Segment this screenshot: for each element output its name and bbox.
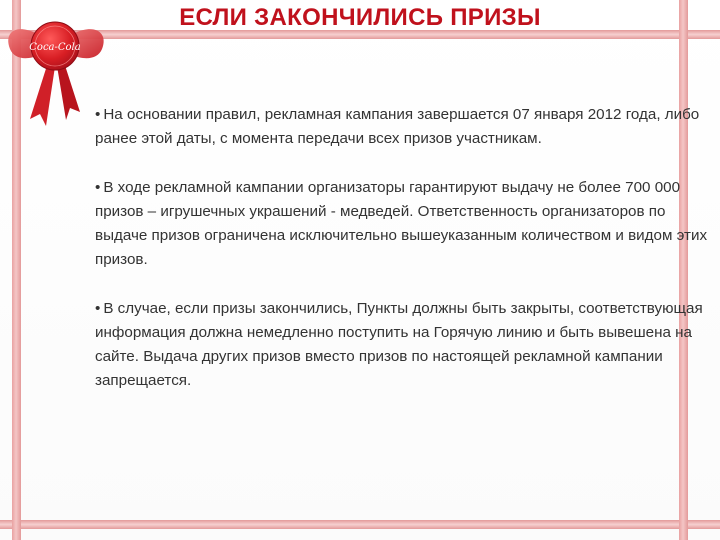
bullet-marker: • [95,179,101,196]
paragraph-3 [95,297,710,393]
slide-title: ЕСЛИ ЗАКОНЧИЛИСЬ ПРИЗЫ [179,4,541,31]
bullet-marker: • [95,106,101,123]
paragraph-text: В ходе рекламной кампании организаторы гарантируют выдачу не более 700 000 призов – игрушечных украшений - медведей. Ответственность организаторов по выдаче призов ограничена исключительно вышеуказанным количеством и видом этих призов. [95,179,708,268]
slide-body [95,103,710,418]
paragraph-2 [95,176,710,272]
bullet-marker: • [95,300,101,317]
ribbon-bottom [0,520,720,529]
paragraph-text: В случае, если призы закончились, Пункты должны быть закрыты, соответствующая информация должна немедленно поступить на Горячую линию и быть вывешена на сайте. Выдача других призов вместо призов по настоящей рекламной кампании запрещается. [95,300,703,389]
paragraph-text: На основании правил, рекламная кампания завершается 07 января 2012 года, либо ранее этой даты, с момента передачи всех призов участникам. [95,106,700,147]
badge-text: Coca-Cola [29,42,81,53]
paragraph-1 [95,103,710,151]
